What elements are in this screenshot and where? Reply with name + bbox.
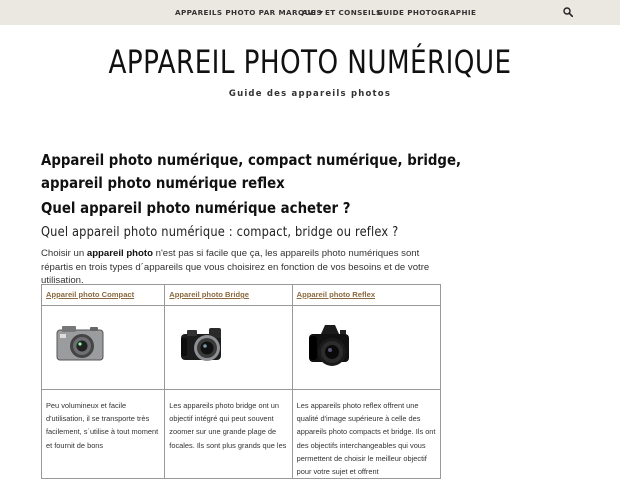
bridge-description: Les appareils photo bridge ont un objectif intégré qui peut souvent zoomer sur une grande plage de focales. Ils sont plus grands que les	[169, 401, 287, 450]
nav-item-guide-photographie[interactable]	[377, 0, 476, 25]
section-heading: Quel appareil photo numérique acheter ?	[41, 199, 351, 217]
article-title-line: Appareil photo numérique, compact numérique, bridge,	[41, 151, 462, 169]
table-description-cell	[292, 390, 440, 479]
reflex-description: Les appareils photo reflex offrent une qualité d'image supérieure à celle des appareils photo compacts et bridge. Ils ont des objectifs interchangeables qui vous permettent de choisir le meilleur objectif pour votre sujet et offrent	[296, 401, 436, 477]
main-menu	[0, 0, 620, 25]
intro-keyword: appareil photo	[86, 248, 153, 259]
site-tagline: Guide des appareils photos	[228, 89, 392, 99]
bridge-camera-image	[179, 324, 227, 364]
nav-item-avis-conseils[interactable]	[302, 0, 382, 25]
article-title	[41, 149, 462, 194]
table-image-row	[42, 306, 441, 390]
table-image-cell	[42, 306, 165, 390]
compact-camera-image	[56, 324, 104, 362]
reflex-camera-link[interactable]: Appareil photo Reflex	[296, 290, 376, 299]
camera-comparison-table	[41, 284, 441, 479]
table-header-cell	[292, 285, 440, 306]
site-title[interactable]: APPAREIL PHOTO NUMÉRIQUE	[108, 43, 512, 81]
search-icon[interactable]	[563, 7, 573, 17]
compact-camera-link[interactable]: Appareil photo Compact	[46, 290, 135, 299]
top-navigation-bar	[0, 0, 620, 25]
nav-item-label: GUIDE PHOTOGRAPHIE	[377, 8, 477, 17]
intro-text-before: Choisir un	[41, 248, 87, 259]
table-image-cell	[292, 306, 440, 390]
table-header-cell	[165, 285, 292, 306]
nav-item-label: AVIS ET CONSEILS	[302, 8, 382, 17]
article-title-line: appareil photo numérique reflex	[41, 173, 285, 192]
table-header-row	[42, 285, 441, 306]
intro-text-after: n'est pas si facile que ça, les appareils photo numériques sont répartis en trois types d´appareils que vous choisirez en fonction de vos besoins et de votre utilisation.	[41, 248, 430, 286]
nav-item-appareils-par-marque[interactable]	[175, 0, 323, 25]
subsection-heading: Quel appareil photo numérique : compact, bridge ou reflex ?	[41, 225, 399, 240]
table-description-cell	[165, 390, 292, 479]
table-description-cell	[42, 390, 165, 479]
compact-description: Peu volumineux et facile d'utilisation, il se transporte très facilement, s´utilise à tout moment et fournit de bons	[46, 401, 159, 450]
table-header-cell	[42, 285, 165, 306]
table-image-cell	[165, 306, 292, 390]
intro-paragraph	[41, 247, 441, 288]
table-description-row	[42, 390, 441, 479]
bridge-camera-link[interactable]: Appareil photo Bridge	[169, 290, 250, 299]
reflex-camera-image	[308, 322, 352, 370]
nav-item-label: APPAREILS PHOTO PAR MARQUE	[175, 8, 316, 17]
